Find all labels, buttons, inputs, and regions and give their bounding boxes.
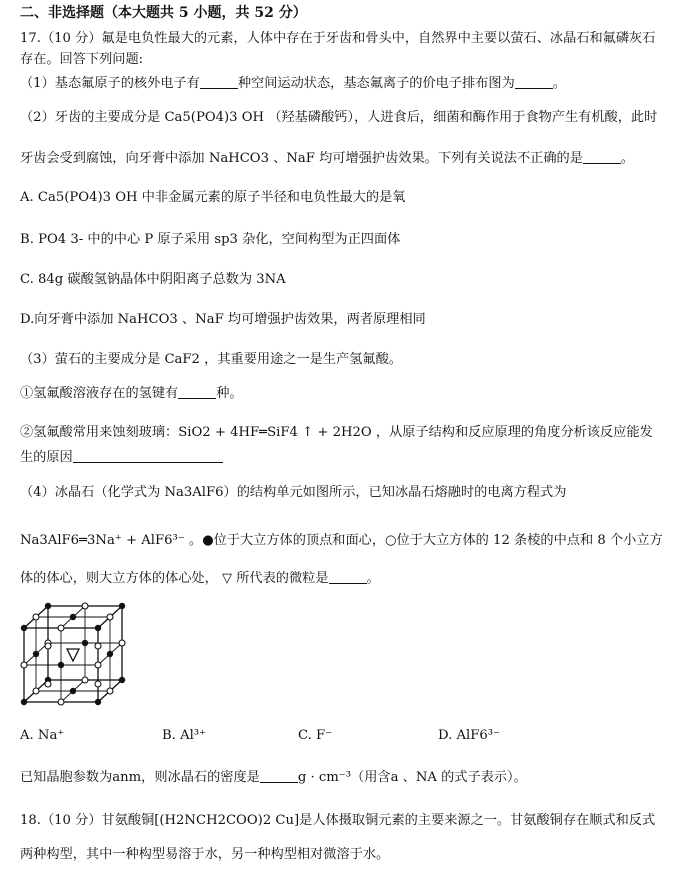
triangle-down-icon: ▽ — [222, 571, 233, 586]
choice-c[interactable]: C. F⁻ — [298, 728, 333, 743]
q17-part1-text-b: 种空间运动状态，基态氟离子的价电子排布图为 — [237, 76, 515, 91]
q17-part4-line2: Na3AlF6═3Na⁺ + AlF6³⁻ 。●位于大立方体的顶点和面心，○位于大立方体的 12 条棱的中点和 8 个小立方 — [20, 533, 663, 548]
q17-part2-line2 — [20, 150, 634, 168]
answer-blank[interactable] — [178, 385, 216, 399]
q17-part4-text-c: 。 — [366, 571, 380, 586]
q17-density — [20, 769, 527, 787]
choice-b[interactable]: B. Al³⁺ — [162, 728, 207, 743]
q17-part3-1-text-b: 种。 — [216, 386, 243, 401]
q17-part3-1-text-a: ①氢氟酸溶液存在的氢键有 — [20, 386, 179, 401]
answer-blank[interactable] — [260, 769, 298, 783]
q17-part3-2-line2 — [20, 449, 223, 467]
cryolite-unit-cell-figure — [20, 600, 128, 712]
q17-option-a: A. Ca5(PO4)3 OH 中非金属元素的原子半径和电负性最大的是氧 — [20, 190, 406, 205]
q17-part3-2-line1: ②氢氟酸常用来蚀刻玻璃：SiO2 + 4HF═SiF4 ↑ + 2H2O ，从原子结构和反应原理的角度分析该反应能发 — [20, 425, 653, 440]
answer-blank[interactable] — [515, 75, 553, 89]
q17-option-d: D.向牙膏中添加 NaHCO3 、NaF 均可增强护齿效果，两者原理相同 — [20, 312, 426, 327]
q17-part1 — [20, 75, 566, 93]
q17-part2-text: 牙齿会受到腐蚀，向牙膏中添加 NaHCO3 、NaF 均可增强护齿效果。下列有关说法不正确的是 — [20, 151, 583, 166]
q17-part1-text-c: 。 — [552, 76, 566, 91]
q17-part3-2-text: 生的原因 — [20, 450, 73, 465]
q18-stem-line1: 18.（10 分）甘氨酸铜[(H2NCH2COO)2 Cu]是人体摄取铜元素的主要来源之一。甘氨酸铜存在顺式和反式 — [20, 813, 656, 828]
q18-stem-line2: 两种构型，其中一种构型易溶于水，另一种构型相对微溶于水。 — [20, 847, 390, 862]
choice-a[interactable]: A. Na⁺ — [20, 728, 65, 743]
q17-option-c: C. 84g 碳酸氢钠晶体中阴阳离子总数为 3NA — [20, 272, 286, 287]
q17-part4-text-a: 体的体心，则大立方体的体心处， — [20, 571, 218, 586]
q17-stem-line2: 存在。回答下列问题: — [20, 52, 144, 67]
answer-blank[interactable] — [73, 449, 223, 463]
q17-part4-text-b: 所代表的微粒是 — [236, 571, 329, 586]
q17-part2-end: 。 — [620, 151, 635, 166]
q17-part3-1 — [20, 385, 243, 403]
q17-density-text-b: g · cm⁻³（用含a 、NA 的式子表示）。 — [297, 770, 527, 785]
section-title: 二、非选择题（本大题共 5 小题，共 52 分） — [20, 5, 307, 21]
q17-part1-text-a: （1）基态氟原子的核外电子有 — [20, 76, 200, 91]
answer-blank[interactable] — [583, 150, 621, 164]
choice-d[interactable]: D. AlF6³⁻ — [438, 728, 501, 743]
q17-part4-line3 — [20, 570, 380, 588]
q17-density-text-a: 已知晶胞参数为anm，则冰晶石的密度是 — [20, 770, 260, 785]
q17-part4-line1: （4）冰晶石（化学式为 Na3AlF6）的结构单元如图所示，已知冰晶石熔融时的电离方程式为 — [20, 485, 567, 500]
q17-option-b: B. PO4 3- 中的中心 P 原子采用 sp3 杂化，空间构型为正四面体 — [20, 232, 401, 247]
q17-part2-line1: （2）牙齿的主要成分是 Ca5(PO4)3 OH （羟基磷酸钙），人进食后，细菌和酶作用于食物产生有机酸，此时 — [20, 110, 658, 125]
q17-stem-line1: 17.（10 分）氟是电负性最大的元素，人体中存在于牙齿和骨头中，自然界中主要以萤石、冰晶石和氟磷灰石 — [20, 31, 656, 46]
answer-blank[interactable] — [329, 570, 367, 584]
q17-part3: （3）萤石的主要成分是 CaF2 ，其重要用途之一是生产氢氟酸。 — [20, 352, 402, 367]
answer-blank[interactable] — [200, 75, 238, 89]
